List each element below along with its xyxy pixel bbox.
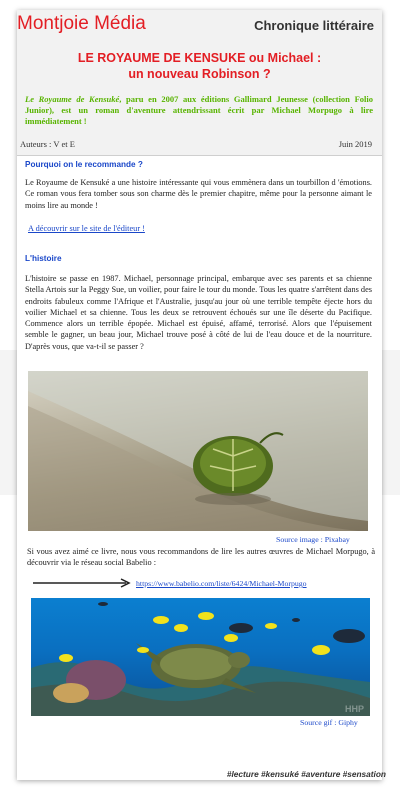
article-title-line1: LE ROYAUME DE KENSUKE ou Michael : xyxy=(77,51,322,65)
recommend-text: Le Royaume de Kensuké a une histoire intéressante qui vous emmènera dans un tourbillon d 'émotions. Ce roman vous fera tomber sous son charme dès le premier chapitre, même pour la personne aimant le moins lire au monde ! xyxy=(25,178,372,210)
image1-caption: Source image : Pixabay xyxy=(276,535,350,544)
article-header xyxy=(17,10,382,155)
story-heading: L'histoire xyxy=(25,254,62,263)
recommend-heading: Pourquoi on le recommande ? xyxy=(25,160,143,169)
publish-date: Juin 2019 xyxy=(338,139,372,149)
beach-leaf-illustration xyxy=(28,371,368,531)
more-books-text: Si vous avez aimé ce livre, nous vous recommandons de lire les autres œuvres de Michael Morpugo, à découvrir via le réseau social Babelio : xyxy=(27,547,375,568)
gif-watermark: HHP xyxy=(344,704,364,714)
section-title: Chronique littéraire xyxy=(254,18,374,33)
brand-logo[interactable]: Montjoie Média xyxy=(17,13,146,34)
story-text: L'histoire se passe en 1987. Michael, personnage principal, embarque avec ses parents et sa chienne Stella Artois sur la Peggy Sue, un voilier, pour faire le tour du monde. Tous les quatre s'arrêtent dans des endroits fabuleux comme l'Afrique et l'Australie, jusqu'au jour où une terrible tempête éjecte hors du voilier Michael et sa chienne. Tous les deux se retrouvent échoués sur une île déserte du Pacifique. Commence alors un terrible épopée. Michael est épuisé, affamé, terrorisé. Alors que l'épuisement semble le gagner, un beau jour, Michael trouve posé à côté de lui de l'eau douce et de la nourriture. D'après vous, que va-t-il se passer ? xyxy=(25,274,372,351)
beach-leaf-image xyxy=(28,371,368,531)
underwater-illustration xyxy=(31,598,370,716)
book-title: Le Royaume de Kensuké xyxy=(25,94,120,104)
image2-caption: Source gif : Giphy xyxy=(300,718,358,727)
intro-text: , paru en 2007 aux éditions Gallimard Jeunesse (collection Folio Junior), est un roman d'aventure attendrissant écrit par Michael Morpugo à lire immédiatement ! xyxy=(25,94,373,126)
babelio-link[interactable]: https://www.babelio.com/liste/6424/Michael-Morpugo xyxy=(136,579,307,588)
article-intro xyxy=(25,94,373,127)
hashtags: #lecture #kensuké #aventure #sensation xyxy=(226,769,386,779)
header-divider xyxy=(17,155,382,156)
underwater-turtle-gif xyxy=(31,598,370,716)
arrow-right-icon xyxy=(33,578,131,588)
authors: Auteurs : V et E xyxy=(20,139,75,149)
publisher-link[interactable]: A découvrir sur le site de l'éditeur ! xyxy=(28,224,145,233)
article-title xyxy=(17,50,382,82)
article-title-line2: un nouveau Robinson ? xyxy=(128,67,271,81)
